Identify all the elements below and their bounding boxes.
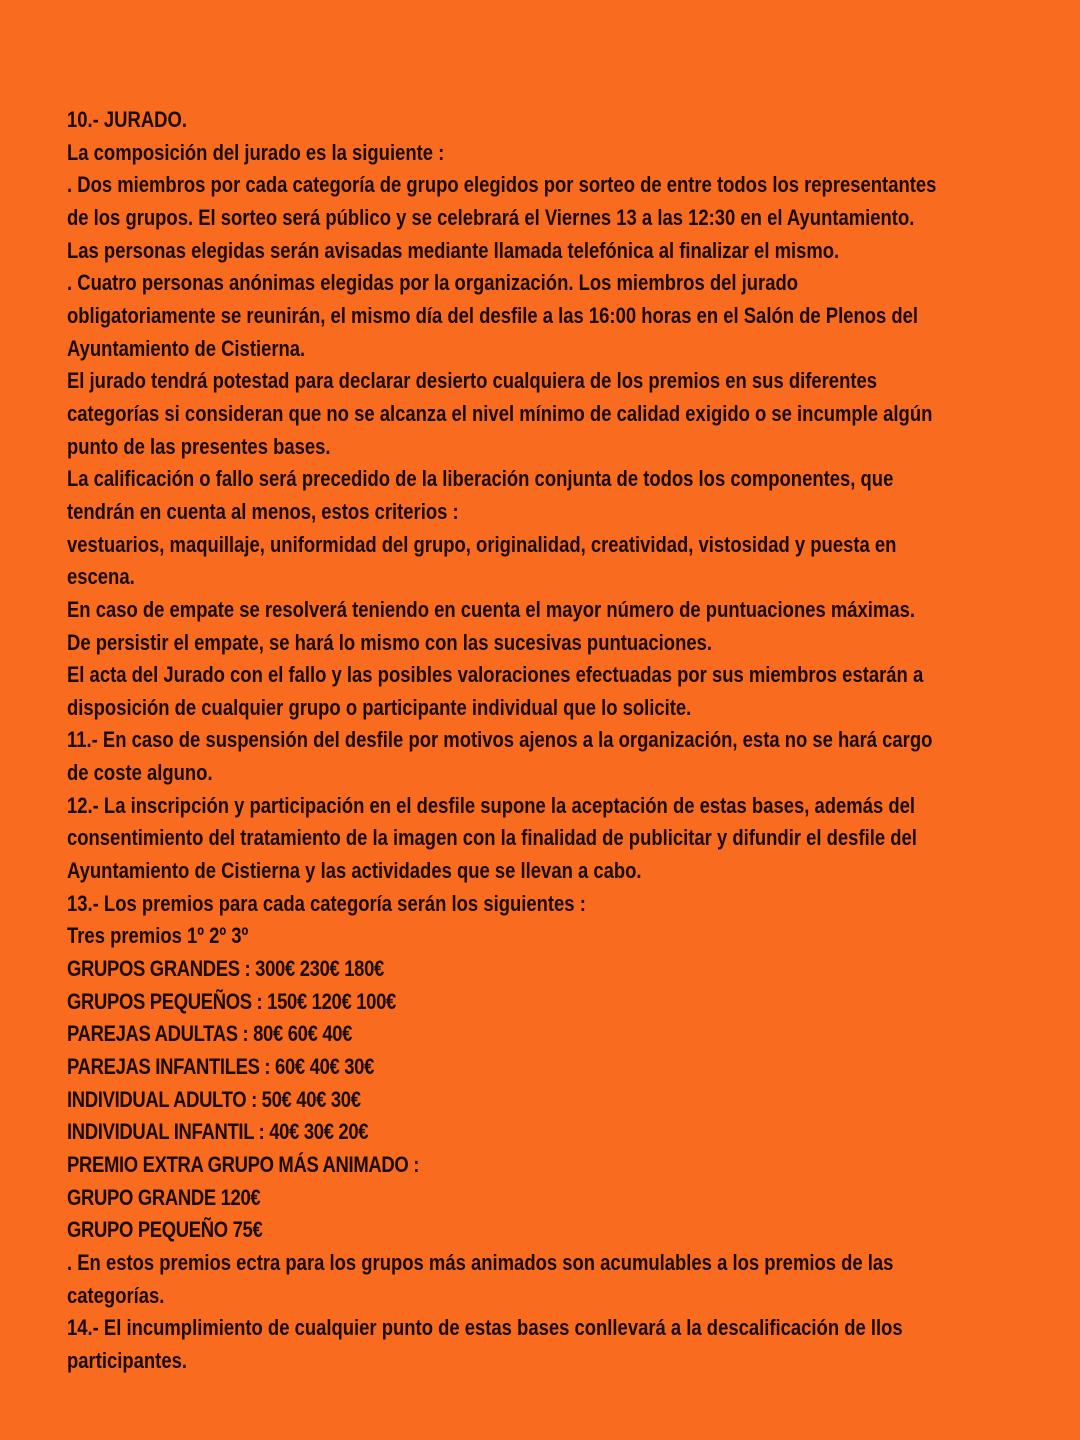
prize-line: PAREJAS ADULTAS : 80€ 60€ 40€: [67, 1021, 353, 1047]
prize-line: GRUPO GRANDE 120€: [67, 1184, 261, 1210]
prize-line: GRUPOS PEQUEÑOS : 150€ 120€ 100€: [67, 988, 396, 1014]
text-line: participantes.: [67, 1347, 187, 1373]
text-line: El acta del Jurado con el fallo y las posibles valoraciones efectuadas por sus miembros estarán a: [67, 662, 924, 688]
text-line: De persistir el empate, se hará lo mismo con las sucesivas puntuaciones.: [67, 629, 712, 655]
extra-prize-heading: PREMIO EXTRA GRUPO MÁS ANIMADO :: [67, 1152, 420, 1177]
prize-line: GRUPO PEQUEÑO 75€: [67, 1217, 263, 1243]
text-line: consentimiento del tratamiento de la imagen con la finalidad de publicitar y difundir el desfile del: [67, 825, 917, 851]
text-line: La calificación o fallo será precedido de la liberación conjunta de todos los componentes, que: [67, 466, 894, 492]
text-line: Las personas elegidas serán avisadas mediante llamada telefónica al finalizar el mismo.: [67, 237, 840, 263]
text-line: de los grupos. El sorteo será público y se celebrará el Viernes 13 a las 12:30 en el Ayuntamiento.: [67, 204, 915, 230]
text-line: La composición del jurado es la siguiente :: [67, 139, 445, 165]
section-11-text: 11.- En caso de suspensión del desfile por motivos ajenos a la organización, esta no se hará cargo: [67, 727, 933, 753]
text-line: vestuarios, maquillaje, uniformidad del grupo, originalidad, creatividad, vistosidad y puesta en: [67, 531, 897, 557]
text-line: categorías si consideran que no se alcanza el nivel mínimo de calidad exigido o se incumple algún: [67, 400, 933, 426]
text-line: El jurado tendrá potestad para declarar desierto cualquiera de los premios en sus diferentes: [67, 368, 878, 394]
text-line: categorías.: [67, 1282, 165, 1308]
prize-places-line: Tres premios 1º 2º 3º: [67, 923, 249, 949]
text-line: . Cuatro personas anónimas elegidas por la organización. Los miembros del jurado: [67, 270, 798, 296]
prize-line: INDIVIDUAL INFANTIL : 40€ 30€ 20€: [67, 1119, 369, 1145]
text-line: Ayuntamiento de Cistierna.: [67, 335, 306, 361]
section-12-text: 12.- La inscripción y participación en el desfile supone la aceptación de estas bases, además del: [67, 792, 916, 818]
text-line: disposición de cualquier grupo o participante individual que lo solicite.: [67, 694, 692, 720]
section-13-text: 13.- Los premios para cada categoría serán los siguientes :: [67, 890, 586, 916]
section-10-heading: 10.- JURADO.: [67, 107, 187, 132]
text-line: En caso de empate se resolverá teniendo en cuenta el mayor número de puntuaciones máximas.: [67, 596, 915, 622]
text-line: . En estos premios ectra para los grupos más animados son acumulables a los premios de las: [67, 1249, 894, 1275]
text-line: Ayuntamiento de Cistierna y las actividades que se llevan a cabo.: [67, 858, 642, 884]
text-line: punto de las presentes bases.: [67, 433, 331, 459]
section-14-text: 14.- El incumplimiento de cualquier punto de estas bases conllevará a la descalificación de llos: [67, 1315, 903, 1341]
prize-line: GRUPOS GRANDES : 300€ 230€ 180€: [67, 956, 384, 982]
text-line: . Dos miembros por cada categoría de grupo elegidos por sorteo de entre todos los representantes: [67, 172, 937, 198]
text-line: escena.: [67, 564, 135, 590]
prize-line: PAREJAS INFANTILES : 60€ 40€ 30€: [67, 1054, 375, 1080]
rules-document: [67, 104, 937, 1378]
text-line: tendrán en cuenta al menos, estos criterios :: [67, 498, 459, 524]
text-line: de coste alguno.: [67, 760, 213, 786]
prize-line: INDIVIDUAL ADULTO : 50€ 40€ 30€: [67, 1086, 361, 1112]
text-line: obligatoriamente se reunirán, el mismo día del desfile a las 16:00 horas en el Salón de Plenos del: [67, 302, 919, 328]
